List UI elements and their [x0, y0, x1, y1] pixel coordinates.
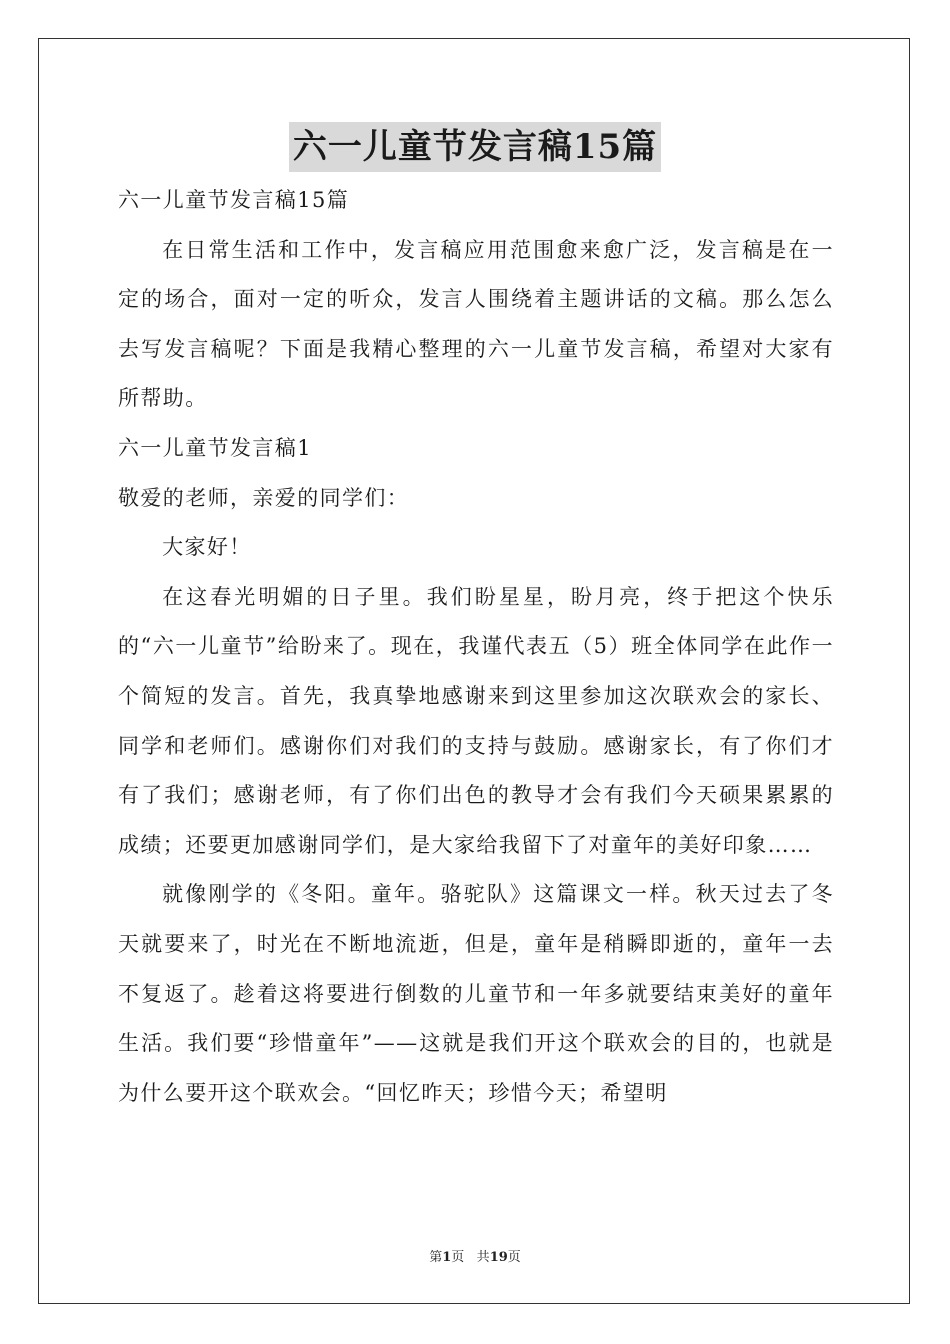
page-label-prefix: 第	[429, 1250, 443, 1265]
page-footer	[0, 1246, 950, 1265]
total-label-suffix: 页	[507, 1250, 521, 1265]
page-label-suffix: 页	[451, 1250, 465, 1265]
paragraph: 敬爱的老师，亲爱的同学们：	[118, 485, 410, 510]
title-container	[0, 122, 950, 172]
paragraph: 在这春光明媚的日子里。我们盼星星，盼月亮，终于把这个快乐的“六一儿童节”给盼来了。现在，我谨代表五（5）班全体同学在此作一个简短的发言。首先，我真挚地感谢来到这里参加这次联欢会的家长、同学和老师们。感谢你们对我们的支持与鼓励。感谢家长，有了你们才有了我们；感谢老师，有了你们出色的教导才会有我们今天硕果累累的成绩；还要更加感谢同学们，是大家给我留下了对童年的美好印象……	[118, 584, 834, 857]
paragraph: 就像刚学的《冬阳。童年。骆驼队》这篇课文一样。秋天过去了冬天就要来了，时光在不断地流逝，但是，童年是稍瞬即逝的，童年一去不复返了。趁着这将要进行倒数的儿童节和一年多就要结束美好的童年生活。我们要“珍惜童年”——这就是我们开这个联欢会的目的，也就是为什么要开这个联欢会。“回忆昨天；珍惜今天；希望明	[118, 882, 834, 1105]
document-title: 六一儿童节发言稿15篇	[289, 122, 661, 172]
paragraph: 六一儿童节发言稿1	[118, 435, 312, 460]
total-label-prefix: 共	[476, 1250, 490, 1265]
document-body	[118, 176, 834, 1118]
paragraph: 在日常生活和工作中，发言稿应用范围愈来愈广泛，发言稿是在一定的场合，面对一定的听众，发言人围绕着主题讲话的文稿。那么怎么去写发言稿呢？下面是我精心整理的六一儿童节发言稿，希望对大家有所帮助。	[118, 237, 834, 411]
total-pages: 19	[489, 1250, 508, 1265]
paragraph: 大家好！	[162, 535, 252, 560]
page-number: 1	[442, 1250, 452, 1265]
paragraph: 六一儿童节发言稿15篇	[118, 188, 350, 212]
